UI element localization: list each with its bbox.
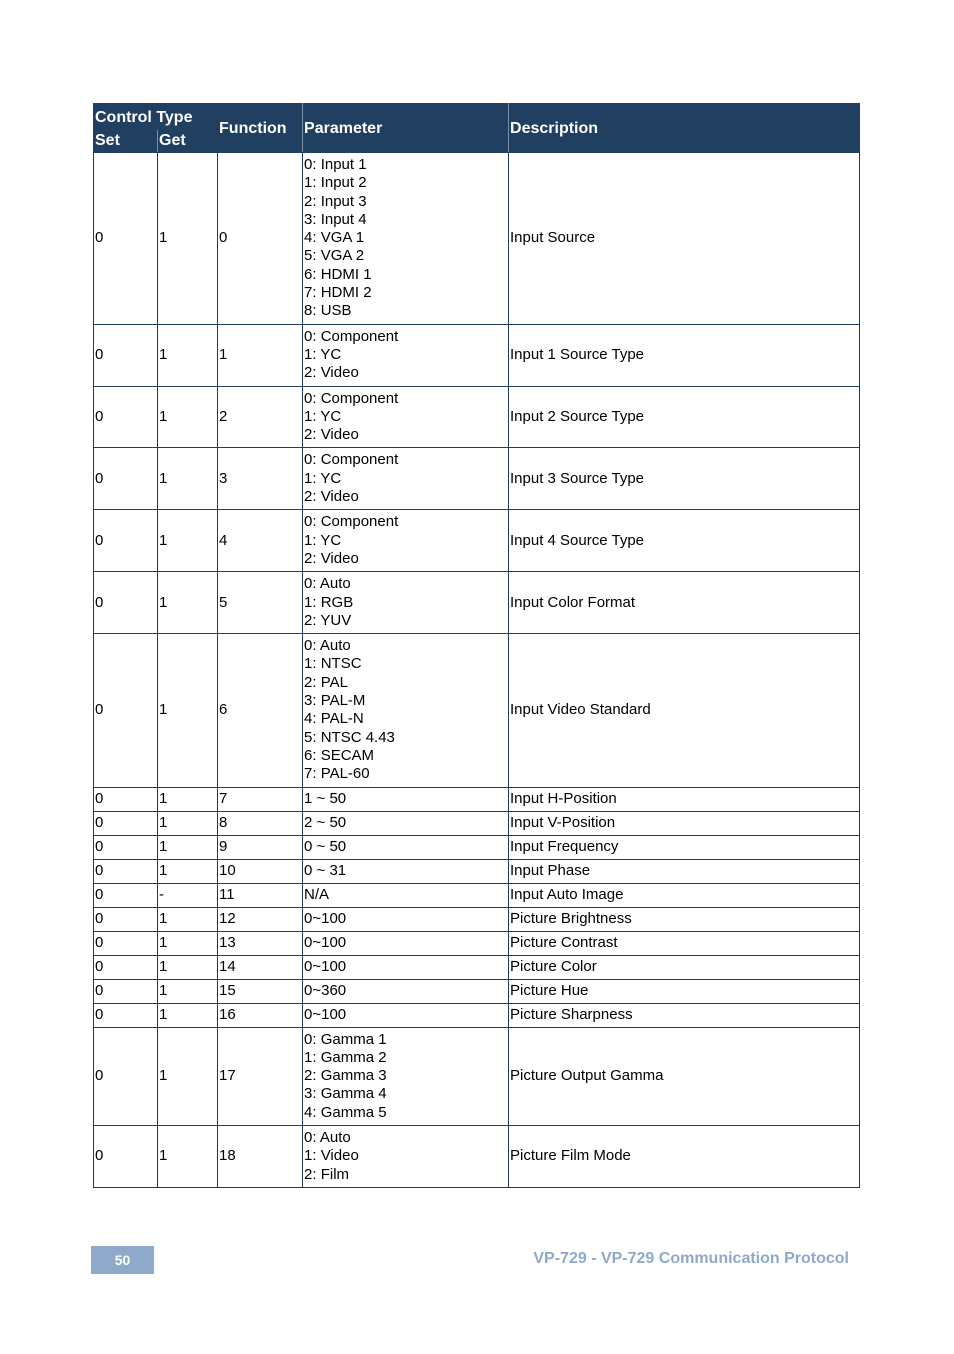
parameter-line: 0 ~ 31 — [304, 862, 347, 880]
table-row — [94, 883, 860, 907]
parameter-line: 2: Film — [304, 1165, 350, 1183]
function-cell: 1 — [218, 324, 303, 386]
description-cell: Input 3 Source Type — [509, 448, 860, 510]
get-cell: 1 — [158, 931, 218, 955]
parameter-line: 0~100 — [304, 958, 347, 976]
parameter-line: 0: Gamma 1 — [304, 1030, 387, 1048]
parameter-line: 0~100 — [304, 910, 347, 928]
parameter-cell — [303, 835, 509, 859]
parameter-cell — [303, 979, 509, 1003]
table-row — [94, 955, 860, 979]
function-cell: 2 — [218, 386, 303, 448]
table-row — [94, 153, 860, 325]
parameter-line: 0: Auto — [304, 575, 351, 593]
get-cell: 1 — [158, 1003, 218, 1027]
set-cell: 0 — [94, 153, 158, 325]
description-header: Description — [509, 104, 860, 153]
function-cell: 11 — [218, 883, 303, 907]
table-row — [94, 931, 860, 955]
get-cell: 1 — [158, 979, 218, 1003]
set-cell: 0 — [94, 324, 158, 386]
get-cell: 1 — [158, 572, 218, 634]
description-cell: Input Frequency — [509, 835, 860, 859]
parameter-line: 0 ~ 50 — [304, 838, 347, 856]
get-header: Get — [158, 130, 218, 153]
set-cell: 0 — [94, 811, 158, 835]
get-cell: 1 — [158, 907, 218, 931]
table-row — [94, 979, 860, 1003]
get-cell: 1 — [158, 324, 218, 386]
table-row — [94, 324, 860, 386]
set-cell: 0 — [94, 907, 158, 931]
parameter-line: 3: PAL-M — [304, 692, 366, 710]
page-number-badge — [91, 1246, 154, 1274]
set-cell: 0 — [94, 859, 158, 883]
function-cell: 12 — [218, 907, 303, 931]
parameter-line: 2 ~ 50 — [304, 814, 347, 832]
function-cell: 6 — [218, 634, 303, 787]
table-row — [94, 1003, 860, 1027]
table-row — [94, 859, 860, 883]
table-row — [94, 1027, 860, 1125]
parameter-line: 2: Input 3 — [304, 192, 367, 210]
table-row — [94, 386, 860, 448]
parameter-cell — [303, 153, 509, 325]
parameter-line: 0: Component — [304, 389, 399, 407]
page-number: 50 — [114, 1252, 131, 1268]
table-row — [94, 907, 860, 931]
set-cell: 0 — [94, 448, 158, 510]
set-cell: 0 — [94, 787, 158, 811]
function-cell: 7 — [218, 787, 303, 811]
parameter-line: 2: Gamma 3 — [304, 1067, 387, 1085]
parameter-line: 0: Input 1 — [304, 156, 367, 173]
parameter-line: 0~360 — [304, 982, 347, 1000]
set-cell: 0 — [94, 1027, 158, 1125]
set-cell: 0 — [94, 572, 158, 634]
parameter-line: 0: Component — [304, 327, 399, 345]
parameter-cell — [303, 1027, 509, 1125]
get-cell: 1 — [158, 1125, 218, 1187]
get-cell: 1 — [158, 386, 218, 448]
function-cell: 17 — [218, 1027, 303, 1125]
parameter-line: 2: Video — [304, 488, 359, 506]
table-row — [94, 510, 860, 572]
parameter-line: 1 ~ 50 — [304, 790, 347, 808]
table-row — [94, 572, 860, 634]
parameter-line: 1: Gamma 2 — [304, 1048, 387, 1066]
set-cell: 0 — [94, 883, 158, 907]
parameter-line: 2: YUV — [304, 611, 352, 629]
parameter-line: 1: YC — [304, 469, 342, 487]
set-cell: 0 — [94, 510, 158, 572]
set-cell: 0 — [94, 979, 158, 1003]
description-cell: Input Video Standard — [509, 634, 860, 787]
description-cell: Input 2 Source Type — [509, 386, 860, 448]
get-cell: 1 — [158, 859, 218, 883]
description-cell: Input V-Position — [509, 811, 860, 835]
footer-title: VP-729 - VP-729 Communication Protocol — [533, 1250, 849, 1267]
parameter-line: 0: Auto — [304, 1128, 351, 1146]
set-cell: 0 — [94, 1125, 158, 1187]
parameter-cell — [303, 324, 509, 386]
parameter-line: 6: HDMI 1 — [304, 265, 372, 283]
parameter-line: 0: Component — [304, 451, 399, 469]
control-type-header: Control Type — [94, 104, 218, 131]
parameter-line: 7: HDMI 2 — [304, 284, 372, 302]
function-cell: 13 — [218, 931, 303, 955]
function-cell: 9 — [218, 835, 303, 859]
set-cell: 0 — [94, 931, 158, 955]
get-cell: 1 — [158, 787, 218, 811]
parameter-line: 6: SECAM — [304, 746, 375, 764]
function-cell: 14 — [218, 955, 303, 979]
parameter-line: 0~100 — [304, 1006, 347, 1024]
description-cell: Input Color Format — [509, 572, 860, 634]
parameter-line: 1: Input 2 — [304, 174, 367, 192]
description-cell: Input 1 Source Type — [509, 324, 860, 386]
parameter-line: 0: Auto — [304, 637, 351, 655]
table-body — [94, 153, 860, 1188]
table-row — [94, 1125, 860, 1187]
set-cell: 0 — [94, 386, 158, 448]
parameter-cell — [303, 811, 509, 835]
function-cell: 8 — [218, 811, 303, 835]
parameter-line: 5: VGA 2 — [304, 247, 365, 265]
description-cell: Picture Output Gamma — [509, 1027, 860, 1125]
description-cell: Picture Contrast — [509, 931, 860, 955]
get-cell: 1 — [158, 1027, 218, 1125]
get-cell: 1 — [158, 955, 218, 979]
table-row — [94, 835, 860, 859]
parameter-header: Parameter — [303, 104, 509, 153]
parameter-cell — [303, 907, 509, 931]
table-row — [94, 787, 860, 811]
function-cell: 0 — [218, 153, 303, 325]
parameter-line: 7: PAL-60 — [304, 765, 370, 783]
description-cell: Picture Color — [509, 955, 860, 979]
function-cell: 16 — [218, 1003, 303, 1027]
function-cell: 5 — [218, 572, 303, 634]
description-cell: Picture Sharpness — [509, 1003, 860, 1027]
get-cell: 1 — [158, 634, 218, 787]
parameter-line: 1: YC — [304, 345, 342, 363]
parameter-line: 0: Component — [304, 513, 399, 531]
parameter-line: 2: Video — [304, 549, 359, 567]
get-cell: 1 — [158, 448, 218, 510]
table-row — [94, 448, 860, 510]
set-cell: 0 — [94, 955, 158, 979]
parameter-line: 2: Video — [304, 364, 359, 382]
function-cell: 3 — [218, 448, 303, 510]
parameter-line: 1: Video — [304, 1147, 359, 1165]
parameter-cell — [303, 859, 509, 883]
parameter-cell — [303, 955, 509, 979]
protocol-table — [93, 103, 860, 1188]
table-header — [94, 104, 860, 153]
parameter-line: 2: PAL — [304, 673, 348, 691]
parameter-line: 3: Input 4 — [304, 210, 367, 228]
parameter-cell — [303, 386, 509, 448]
set-cell: 0 — [94, 835, 158, 859]
parameter-line: 8: USB — [304, 302, 352, 320]
table-row — [94, 811, 860, 835]
function-cell: 10 — [218, 859, 303, 883]
parameter-line: 4: VGA 1 — [304, 229, 365, 247]
description-cell: Input H-Position — [509, 787, 860, 811]
get-cell: 1 — [158, 811, 218, 835]
get-cell: 1 — [158, 835, 218, 859]
parameter-line: 2: Video — [304, 426, 359, 444]
parameter-line: 1: YC — [304, 407, 342, 425]
parameter-line: N/A — [304, 886, 330, 904]
parameter-line: 1: NTSC — [304, 655, 362, 673]
parameter-line: 4: Gamma 5 — [304, 1103, 387, 1121]
parameter-cell — [303, 572, 509, 634]
parameter-cell — [303, 883, 509, 907]
description-cell: Input Auto Image — [509, 883, 860, 907]
get-cell: 1 — [158, 510, 218, 572]
parameter-line: 1: YC — [304, 531, 342, 549]
parameter-cell — [303, 787, 509, 811]
parameter-cell — [303, 634, 509, 787]
function-header: Function — [218, 104, 303, 153]
parameter-line: 3: Gamma 4 — [304, 1085, 387, 1103]
function-cell: 18 — [218, 1125, 303, 1187]
description-cell: Picture Film Mode — [509, 1125, 860, 1187]
parameter-cell — [303, 448, 509, 510]
set-cell: 0 — [94, 1003, 158, 1027]
table-row — [94, 634, 860, 787]
parameter-line: 1: RGB — [304, 593, 354, 611]
set-cell: 0 — [94, 634, 158, 787]
parameter-cell — [303, 1003, 509, 1027]
get-cell: 1 — [158, 153, 218, 325]
get-cell: - — [158, 883, 218, 907]
parameter-line: 5: NTSC 4.43 — [304, 728, 395, 746]
parameter-line: 4: PAL-N — [304, 710, 364, 728]
parameter-cell — [303, 931, 509, 955]
function-cell: 15 — [218, 979, 303, 1003]
set-header: Set — [94, 130, 158, 153]
function-cell: 4 — [218, 510, 303, 572]
description-cell: Picture Hue — [509, 979, 860, 1003]
parameter-line: 0~100 — [304, 934, 347, 952]
description-cell: Input Source — [509, 153, 860, 325]
description-cell: Input Phase — [509, 859, 860, 883]
description-cell: Input 4 Source Type — [509, 510, 860, 572]
description-cell: Picture Brightness — [509, 907, 860, 931]
parameter-cell — [303, 1125, 509, 1187]
parameter-cell — [303, 510, 509, 572]
